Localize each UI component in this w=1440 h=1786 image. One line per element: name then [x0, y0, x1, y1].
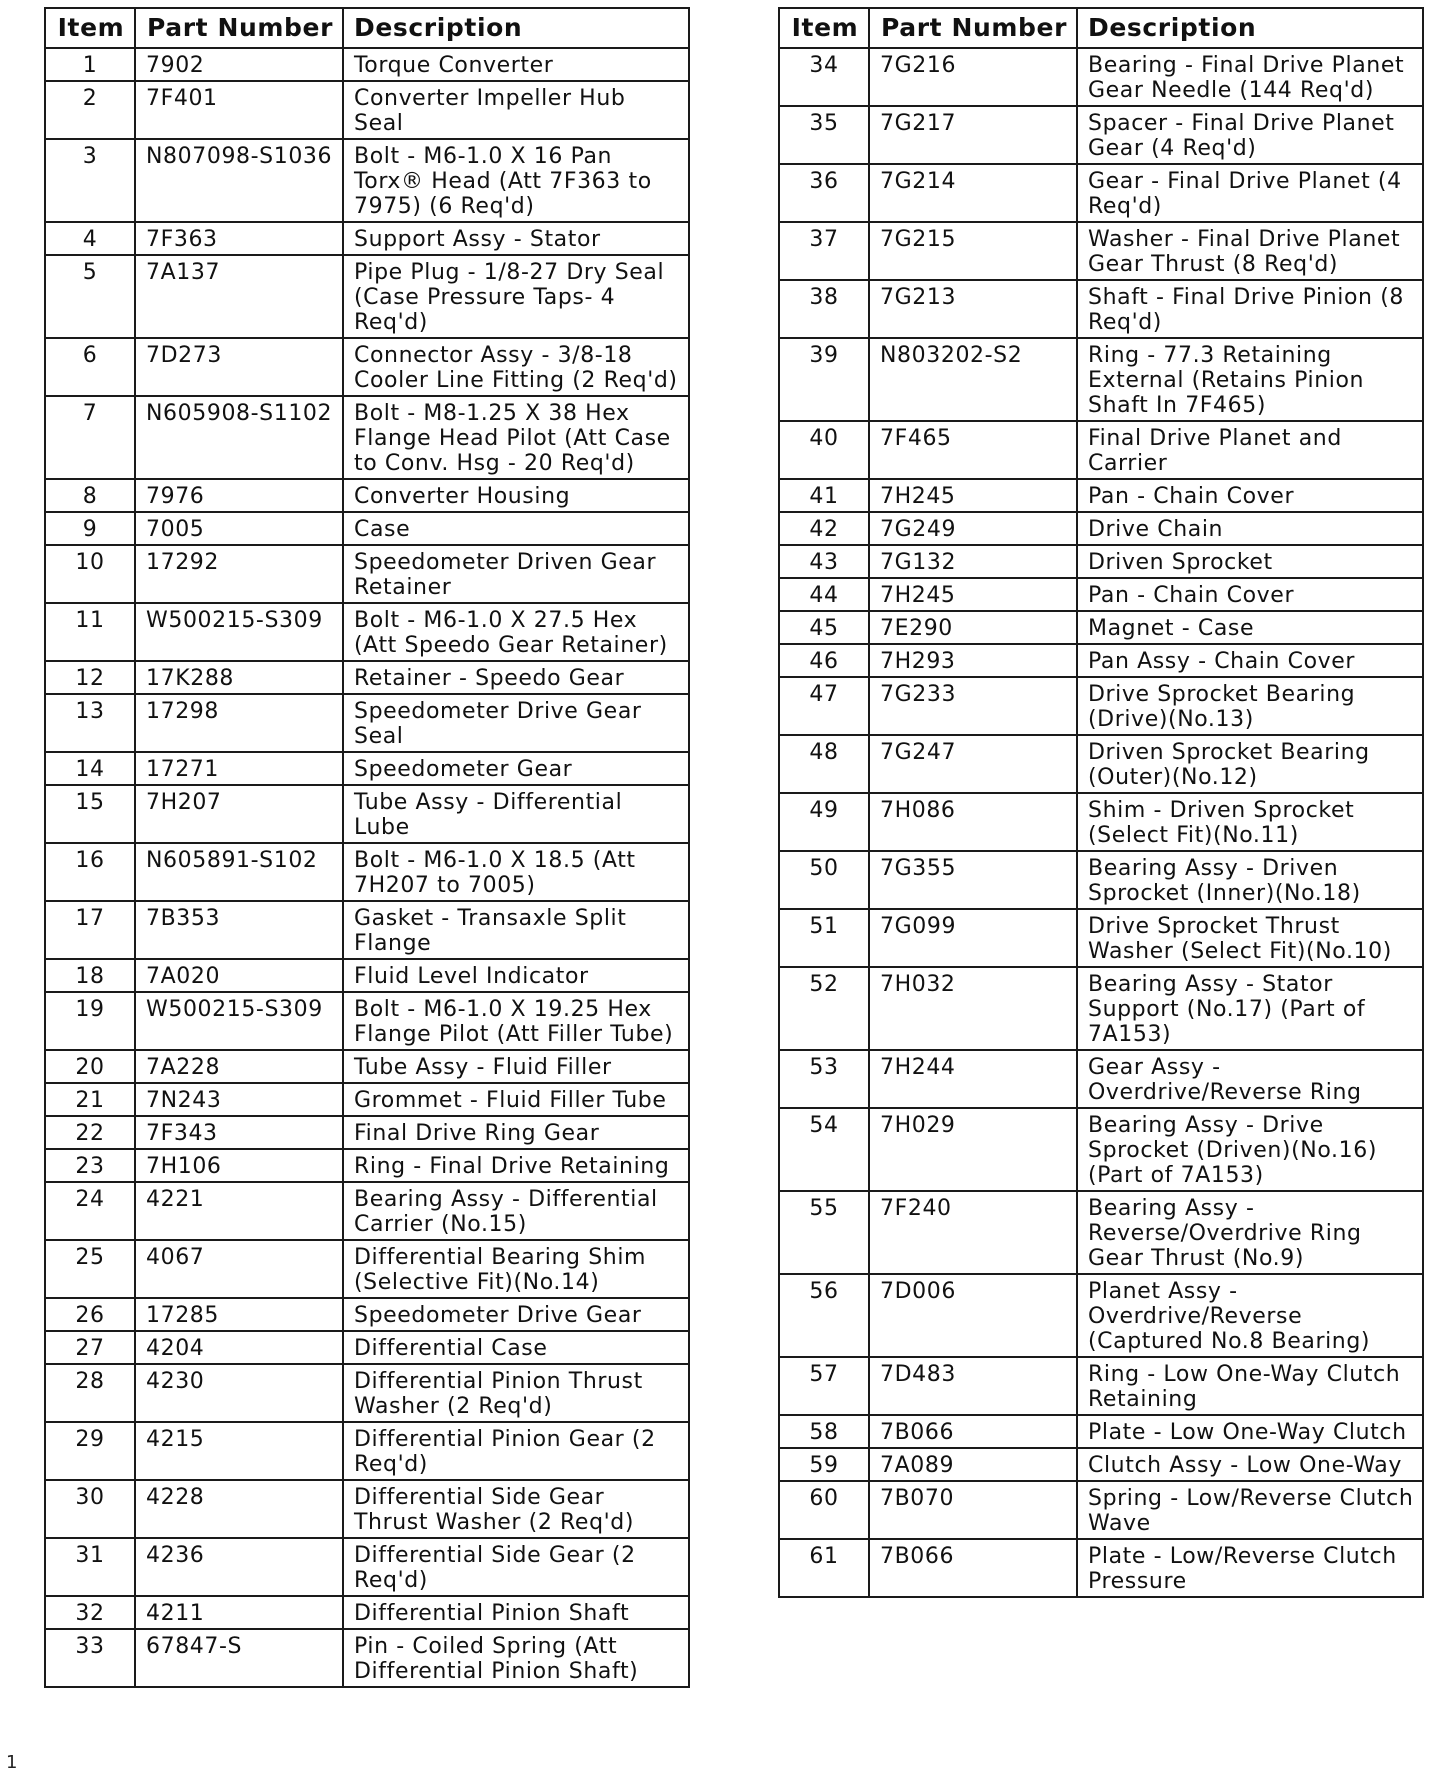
table-row: [45, 1050, 689, 1083]
part-number-cell: 17285: [135, 1298, 343, 1331]
part-number-cell: 4230: [135, 1364, 343, 1422]
table-row: [779, 280, 1423, 338]
item-cell: 15: [45, 785, 135, 843]
item-cell: 48: [779, 735, 869, 793]
description-cell: Connector Assy - 3/8-18 Cooler Line Fitting (2 Req'd): [343, 338, 689, 396]
description-cell: Tube Assy - Differential Lube: [343, 785, 689, 843]
item-column-header: Item: [779, 8, 869, 48]
table-row: [45, 479, 689, 512]
description-cell: Converter Housing: [343, 479, 689, 512]
description-cell: Bolt - M6-1.0 X 16 Pan Torx® Head (Att 7F363 to 7975) (6 Req'd): [343, 139, 689, 222]
item-cell: 30: [45, 1480, 135, 1538]
part-number-cell: 7D006: [869, 1274, 1077, 1357]
table-row: [779, 545, 1423, 578]
part-number-cell: N807098-S1036: [135, 139, 343, 222]
part-number-cell: 7B353: [135, 901, 343, 959]
description-cell: Speedometer Driven Gear Retainer: [343, 545, 689, 603]
item-cell: 20: [45, 1050, 135, 1083]
description-cell: Spring - Low/Reverse Clutch Wave: [1077, 1481, 1423, 1539]
part-number-cell: 7N243: [135, 1083, 343, 1116]
item-cell: 60: [779, 1481, 869, 1539]
item-cell: 12: [45, 661, 135, 694]
item-cell: 43: [779, 545, 869, 578]
part-number-cell: 4236: [135, 1538, 343, 1596]
description-cell: Final Drive Planet and Carrier: [1077, 421, 1423, 479]
description-cell: Fluid Level Indicator: [343, 959, 689, 992]
description-cell: Bearing Assy - Stator Support (No.17) (Part of 7A153): [1077, 967, 1423, 1050]
description-cell: Ring - Final Drive Retaining: [343, 1149, 689, 1182]
description-cell: Differential Pinion Shaft: [343, 1596, 689, 1629]
item-cell: 52: [779, 967, 869, 1050]
part-number-cell: 7G247: [869, 735, 1077, 793]
description-cell: Shim - Driven Sprocket (Select Fit)(No.11): [1077, 793, 1423, 851]
item-cell: 25: [45, 1240, 135, 1298]
part-number-cell: 7D273: [135, 338, 343, 396]
item-cell: 18: [45, 959, 135, 992]
table-row: [779, 338, 1423, 421]
part-number-cell: 7G132: [869, 545, 1077, 578]
table-row: [45, 1364, 689, 1422]
item-cell: 55: [779, 1191, 869, 1274]
item-cell: 28: [45, 1364, 135, 1422]
item-cell: 31: [45, 1538, 135, 1596]
table-row: [45, 1480, 689, 1538]
parts-table-left-body: [45, 48, 689, 1687]
part-number-cell: 7G249: [869, 512, 1077, 545]
part-number-cell: 7D483: [869, 1357, 1077, 1415]
parts-table-right-body: [779, 48, 1423, 1597]
part-number-column-header: Part Number: [135, 8, 343, 48]
table-row: [779, 222, 1423, 280]
table-row: [45, 603, 689, 661]
part-number-cell: 7H244: [869, 1050, 1077, 1108]
part-number-cell: W500215-S309: [135, 603, 343, 661]
table-row: [779, 578, 1423, 611]
table-header-row: [45, 8, 689, 48]
description-cell: Gasket - Transaxle Split Flange: [343, 901, 689, 959]
part-number-cell: N803202-S2: [869, 338, 1077, 421]
description-cell: Ring - 77.3 Retaining External (Retains Pinion Shaft In 7F465): [1077, 338, 1423, 421]
description-cell: Speedometer Gear: [343, 752, 689, 785]
table-row: [779, 909, 1423, 967]
item-cell: 54: [779, 1108, 869, 1191]
description-cell: Torque Converter: [343, 48, 689, 81]
item-cell: 5: [45, 255, 135, 338]
description-cell: Drive Chain: [1077, 512, 1423, 545]
item-cell: 51: [779, 909, 869, 967]
table-row: [779, 1108, 1423, 1191]
table-row: [45, 1422, 689, 1480]
table-row: [45, 1083, 689, 1116]
part-number-cell: 7F401: [135, 81, 343, 139]
part-number-cell: 7A228: [135, 1050, 343, 1083]
description-cell: Bearing Assy - Differential Carrier (No.15): [343, 1182, 689, 1240]
description-cell: Speedometer Drive Gear: [343, 1298, 689, 1331]
part-number-cell: 7G217: [869, 106, 1077, 164]
part-number-cell: 7B070: [869, 1481, 1077, 1539]
description-cell: Driven Sprocket: [1077, 545, 1423, 578]
part-number-cell: 7H106: [135, 1149, 343, 1182]
item-cell: 29: [45, 1422, 135, 1480]
table-row: [45, 992, 689, 1050]
part-number-cell: 4204: [135, 1331, 343, 1364]
part-number-cell: 7H245: [869, 479, 1077, 512]
table-row: [779, 1415, 1423, 1448]
description-cell: Case: [343, 512, 689, 545]
part-number-cell: 17298: [135, 694, 343, 752]
part-number-cell: 7H293: [869, 644, 1077, 677]
description-cell: Differential Case: [343, 1331, 689, 1364]
parts-table-right: [778, 7, 1424, 1598]
table-row: [779, 106, 1423, 164]
part-number-cell: 7A137: [135, 255, 343, 338]
description-cell: Bearing Assy - Driven Sprocket (Inner)(No.18): [1077, 851, 1423, 909]
table-row: [45, 1538, 689, 1596]
item-cell: 44: [779, 578, 869, 611]
table-row: [779, 421, 1423, 479]
description-cell: Driven Sprocket Bearing (Outer)(No.12): [1077, 735, 1423, 793]
description-cell: Bolt - M6-1.0 X 19.25 Hex Flange Pilot (Att Filler Tube): [343, 992, 689, 1050]
table-row: [779, 967, 1423, 1050]
part-number-cell: 4221: [135, 1182, 343, 1240]
item-cell: 61: [779, 1539, 869, 1597]
description-cell: Differential Bearing Shim (Selective Fit)(No.14): [343, 1240, 689, 1298]
item-cell: 50: [779, 851, 869, 909]
part-number-cell: 7H245: [869, 578, 1077, 611]
description-cell: Bolt - M8-1.25 X 38 Hex Flange Head Pilot (Att Case to Conv. Hsg - 20 Req'd): [343, 396, 689, 479]
description-cell: Pipe Plug - 1/8-27 Dry Seal (Case Pressure Taps- 4 Req'd): [343, 255, 689, 338]
item-cell: 58: [779, 1415, 869, 1448]
table-row: [45, 661, 689, 694]
part-number-cell: N605891-S102: [135, 843, 343, 901]
part-number-cell: 7902: [135, 48, 343, 81]
item-cell: 14: [45, 752, 135, 785]
table-row: [45, 396, 689, 479]
table-row: [45, 255, 689, 338]
part-number-cell: 7B066: [869, 1415, 1077, 1448]
table-row: [45, 843, 689, 901]
item-cell: 21: [45, 1083, 135, 1116]
item-cell: 4: [45, 222, 135, 255]
part-number-cell: 7F363: [135, 222, 343, 255]
table-row: [779, 48, 1423, 106]
item-cell: 2: [45, 81, 135, 139]
table-row: [779, 512, 1423, 545]
table-row: [45, 752, 689, 785]
item-cell: 49: [779, 793, 869, 851]
part-number-cell: 7G214: [869, 164, 1077, 222]
item-column-header: Item: [45, 8, 135, 48]
description-cell: Retainer - Speedo Gear: [343, 661, 689, 694]
description-cell: Differential Side Gear (2 Req'd): [343, 1538, 689, 1596]
description-cell: Drive Sprocket Thrust Washer (Select Fit)(No.10): [1077, 909, 1423, 967]
table-row: [779, 1357, 1423, 1415]
item-cell: 57: [779, 1357, 869, 1415]
description-cell: Drive Sprocket Bearing (Drive)(No.13): [1077, 677, 1423, 735]
part-number-cell: 7F343: [135, 1116, 343, 1149]
table-row: [45, 1116, 689, 1149]
description-cell: Plate - Low One-Way Clutch: [1077, 1415, 1423, 1448]
table-row: [45, 81, 689, 139]
part-number-cell: 7H086: [869, 793, 1077, 851]
item-cell: 13: [45, 694, 135, 752]
item-cell: 10: [45, 545, 135, 603]
item-cell: 19: [45, 992, 135, 1050]
description-cell: Bolt - M6-1.0 X 18.5 (Att 7H207 to 7005): [343, 843, 689, 901]
description-cell: Bearing Assy - Drive Sprocket (Driven)(No.16)(Part of 7A153): [1077, 1108, 1423, 1191]
description-cell: Planet Assy - Overdrive/Reverse (Captured No.8 Bearing): [1077, 1274, 1423, 1357]
part-number-cell: W500215-S309: [135, 992, 343, 1050]
description-cell: Differential Side Gear Thrust Washer (2 Req'd): [343, 1480, 689, 1538]
table-row: [45, 1596, 689, 1629]
description-column-header: Description: [1077, 8, 1423, 48]
item-cell: 1: [45, 48, 135, 81]
table-row: [779, 644, 1423, 677]
table-row: [779, 479, 1423, 512]
part-number-cell: 4211: [135, 1596, 343, 1629]
description-cell: Final Drive Ring Gear: [343, 1116, 689, 1149]
table-row: [779, 1050, 1423, 1108]
table-row: [779, 1448, 1423, 1481]
description-cell: Tube Assy - Fluid Filler: [343, 1050, 689, 1083]
description-cell: Bearing - Final Drive Planet Gear Needle (144 Req'd): [1077, 48, 1423, 106]
item-cell: 40: [779, 421, 869, 479]
table-row: [779, 1274, 1423, 1357]
table-row: [45, 1298, 689, 1331]
item-cell: 32: [45, 1596, 135, 1629]
part-number-cell: N605908-S1102: [135, 396, 343, 479]
part-number-cell: 17292: [135, 545, 343, 603]
description-cell: Converter Impeller Hub Seal: [343, 81, 689, 139]
description-cell: Grommet - Fluid Filler Tube: [343, 1083, 689, 1116]
table-row: [779, 793, 1423, 851]
item-cell: 37: [779, 222, 869, 280]
part-number-column-header: Part Number: [869, 8, 1077, 48]
table-row: [45, 1149, 689, 1182]
description-column-header: Description: [343, 8, 689, 48]
item-cell: 39: [779, 338, 869, 421]
item-cell: 53: [779, 1050, 869, 1108]
part-number-cell: 7F465: [869, 421, 1077, 479]
item-cell: 27: [45, 1331, 135, 1364]
item-cell: 36: [779, 164, 869, 222]
item-cell: 17: [45, 901, 135, 959]
item-cell: 24: [45, 1182, 135, 1240]
description-cell: Plate - Low/Reverse Clutch Pressure: [1077, 1539, 1423, 1597]
part-number-cell: 7E290: [869, 611, 1077, 644]
description-cell: Ring - Low One-Way Clutch Retaining: [1077, 1357, 1423, 1415]
part-number-cell: 7G355: [869, 851, 1077, 909]
description-cell: Washer - Final Drive Planet Gear Thrust (8 Req'd): [1077, 222, 1423, 280]
item-cell: 9: [45, 512, 135, 545]
description-cell: Spacer - Final Drive Planet Gear (4 Req'd): [1077, 106, 1423, 164]
part-number-cell: 7F240: [869, 1191, 1077, 1274]
item-cell: 11: [45, 603, 135, 661]
table-row: [45, 512, 689, 545]
item-cell: 45: [779, 611, 869, 644]
item-cell: 34: [779, 48, 869, 106]
table-row: [45, 1629, 689, 1687]
description-cell: Pan - Chain Cover: [1077, 479, 1423, 512]
table-row: [779, 1539, 1423, 1597]
item-cell: 47: [779, 677, 869, 735]
part-number-cell: 7H207: [135, 785, 343, 843]
item-cell: 38: [779, 280, 869, 338]
parts-table-left: [44, 7, 690, 1688]
table-row: [45, 1240, 689, 1298]
part-number-cell: 7G233: [869, 677, 1077, 735]
table-row: [45, 901, 689, 959]
part-number-cell: 7H029: [869, 1108, 1077, 1191]
item-cell: 56: [779, 1274, 869, 1357]
description-cell: Speedometer Drive Gear Seal: [343, 694, 689, 752]
item-cell: 26: [45, 1298, 135, 1331]
item-cell: 42: [779, 512, 869, 545]
part-number-cell: 7G215: [869, 222, 1077, 280]
item-cell: 6: [45, 338, 135, 396]
table-row: [45, 545, 689, 603]
description-cell: Gear - Final Drive Planet (4 Req'd): [1077, 164, 1423, 222]
table-row: [779, 611, 1423, 644]
table-row: [779, 1481, 1423, 1539]
item-cell: 23: [45, 1149, 135, 1182]
description-cell: Support Assy - Stator: [343, 222, 689, 255]
table-row: [779, 735, 1423, 793]
table-row: [779, 1191, 1423, 1274]
table-row: [45, 959, 689, 992]
table-row: [779, 851, 1423, 909]
description-cell: Gear Assy - Overdrive/Reverse Ring: [1077, 1050, 1423, 1108]
item-cell: 41: [779, 479, 869, 512]
description-cell: Clutch Assy - Low One-Way: [1077, 1448, 1423, 1481]
table-row: [45, 1331, 689, 1364]
part-number-cell: 7H032: [869, 967, 1077, 1050]
description-cell: Pan Assy - Chain Cover: [1077, 644, 1423, 677]
item-cell: 8: [45, 479, 135, 512]
item-cell: 7: [45, 396, 135, 479]
description-cell: Bearing Assy - Reverse/Overdrive Ring Gear Thrust (No.9): [1077, 1191, 1423, 1274]
description-cell: Differential Pinion Thrust Washer (2 Req'd): [343, 1364, 689, 1422]
part-number-cell: 7G213: [869, 280, 1077, 338]
item-cell: 59: [779, 1448, 869, 1481]
part-number-cell: 7A089: [869, 1448, 1077, 1481]
description-cell: Bolt - M6-1.0 X 27.5 Hex (Att Speedo Gear Retainer): [343, 603, 689, 661]
part-number-cell: 67847-S: [135, 1629, 343, 1687]
description-cell: Differential Pinion Gear (2 Req'd): [343, 1422, 689, 1480]
table-row: [45, 139, 689, 222]
part-number-cell: 4067: [135, 1240, 343, 1298]
description-cell: Pin - Coiled Spring (Att Differential Pinion Shaft): [343, 1629, 689, 1687]
description-cell: Pan - Chain Cover: [1077, 578, 1423, 611]
description-cell: Magnet - Case: [1077, 611, 1423, 644]
table-row: [45, 48, 689, 81]
part-number-cell: 7G099: [869, 909, 1077, 967]
item-cell: 22: [45, 1116, 135, 1149]
table-row: [779, 164, 1423, 222]
part-number-cell: 7G216: [869, 48, 1077, 106]
table-row: [45, 1182, 689, 1240]
item-cell: 35: [779, 106, 869, 164]
part-number-cell: 4228: [135, 1480, 343, 1538]
item-cell: 33: [45, 1629, 135, 1687]
description-cell: Shaft - Final Drive Pinion (8 Req'd): [1077, 280, 1423, 338]
part-number-cell: 17K288: [135, 661, 343, 694]
part-number-cell: 17271: [135, 752, 343, 785]
table-row: [779, 677, 1423, 735]
table-row: [45, 785, 689, 843]
item-cell: 46: [779, 644, 869, 677]
table-row: [45, 694, 689, 752]
item-cell: 16: [45, 843, 135, 901]
table-row: [45, 338, 689, 396]
item-cell: 3: [45, 139, 135, 222]
part-number-cell: 7A020: [135, 959, 343, 992]
table-row: [45, 222, 689, 255]
part-number-cell: 4215: [135, 1422, 343, 1480]
table-header-row: [779, 8, 1423, 48]
part-number-cell: 7B066: [869, 1539, 1077, 1597]
part-number-cell: 7976: [135, 479, 343, 512]
page-margin-mark: 1: [6, 1752, 18, 1773]
part-number-cell: 7005: [135, 512, 343, 545]
